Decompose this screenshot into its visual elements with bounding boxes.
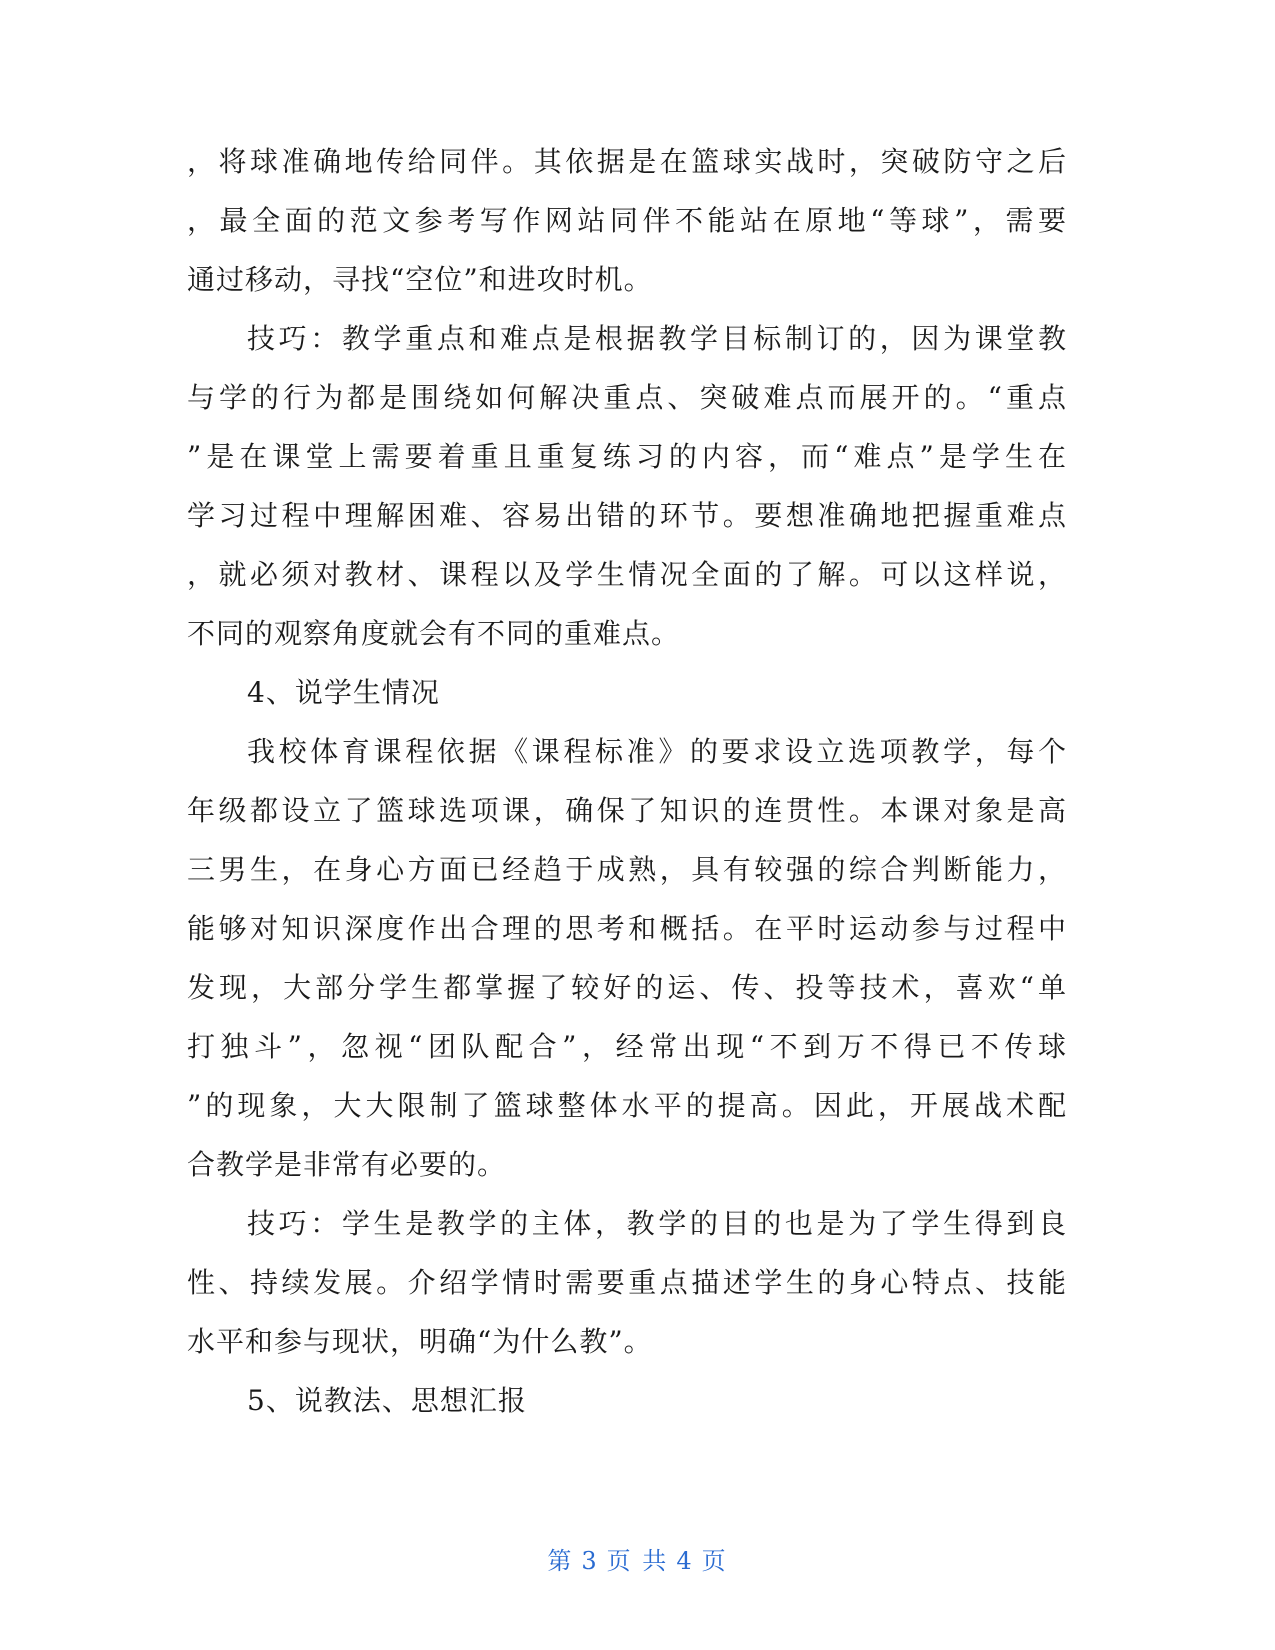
paragraph-line: 与学的行为都是围绕如何解决重点、突破难点而展开的。“重点 [187, 381, 1067, 414]
section-heading: 4、说学生情况 [247, 676, 440, 709]
paragraph-line: ，就必须对教材、课程以及学生情况全面的了解。可以这样说， [187, 558, 1067, 591]
paragraph-line: 技巧：教学重点和难点是根据教学目标制订的，因为课堂教 [247, 322, 1067, 355]
paragraph-line: 技巧：学生是教学的主体，教学的目的也是为了学生得到良 [247, 1207, 1067, 1240]
paragraph-line: 能够对知识深度作出合理的思考和概括。在平时运动参与过程中 [187, 912, 1067, 945]
paragraph-line: ”的现象，大大限制了篮球整体水平的提高。因此，开展战术配 [187, 1089, 1067, 1122]
paragraph-line: 合教学是非常有必要的。 [187, 1148, 507, 1181]
paragraph-line: 不同的观察角度就会有不同的重难点。 [187, 617, 681, 650]
footer-page-number: 3 [581, 1547, 599, 1575]
paragraph-line: ，将球准确地传给同伴。其依据是在篮球实战时，突破防守之后 [187, 145, 1067, 178]
footer-suffix: 页 [701, 1547, 728, 1575]
paragraph-line: 通过移动，寻找“空位”和进攻时机。 [187, 263, 653, 296]
paragraph-line: 发现，大部分学生都掌握了较好的运、传、投等技术，喜欢“单 [187, 971, 1067, 1004]
paragraph-line: 年级都设立了篮球选项课，确保了知识的连贯性。本课对象是高 [187, 794, 1067, 827]
paragraph-line: 性、持续发展。介绍学情时需要重点描述学生的身心特点、技能 [187, 1266, 1067, 1299]
footer-middle: 页 共 [606, 1547, 669, 1575]
footer-total-pages: 4 [676, 1547, 694, 1575]
paragraph-line: 学习过程中理解困难、容易出错的环节。要想准确地把握重难点 [187, 499, 1067, 532]
page-footer [0, 1541, 1275, 1581]
paragraph-line: 三男生，在身心方面已经趋于成熟，具有较强的综合判断能力， [187, 853, 1067, 886]
paragraph-line: ”是在课堂上需要着重且重复练习的内容，而“难点”是学生在 [187, 440, 1067, 473]
section-heading: 5、说教法、思想汇报 [247, 1384, 527, 1417]
paragraph-line: 我校体育课程依据《课程标准》的要求设立选项教学，每个 [247, 735, 1067, 768]
paragraph-line: 水平和参与现状，明确“为什么教”。 [187, 1325, 653, 1358]
paragraph-line: ，最全面的范文参考写作网站同伴不能站在原地“等球”，需要 [187, 204, 1067, 237]
paragraph-line: 打独斗”，忽视“团队配合”，经常出现“不到万不得已不传球 [187, 1030, 1067, 1063]
footer-prefix: 第 [547, 1547, 574, 1575]
